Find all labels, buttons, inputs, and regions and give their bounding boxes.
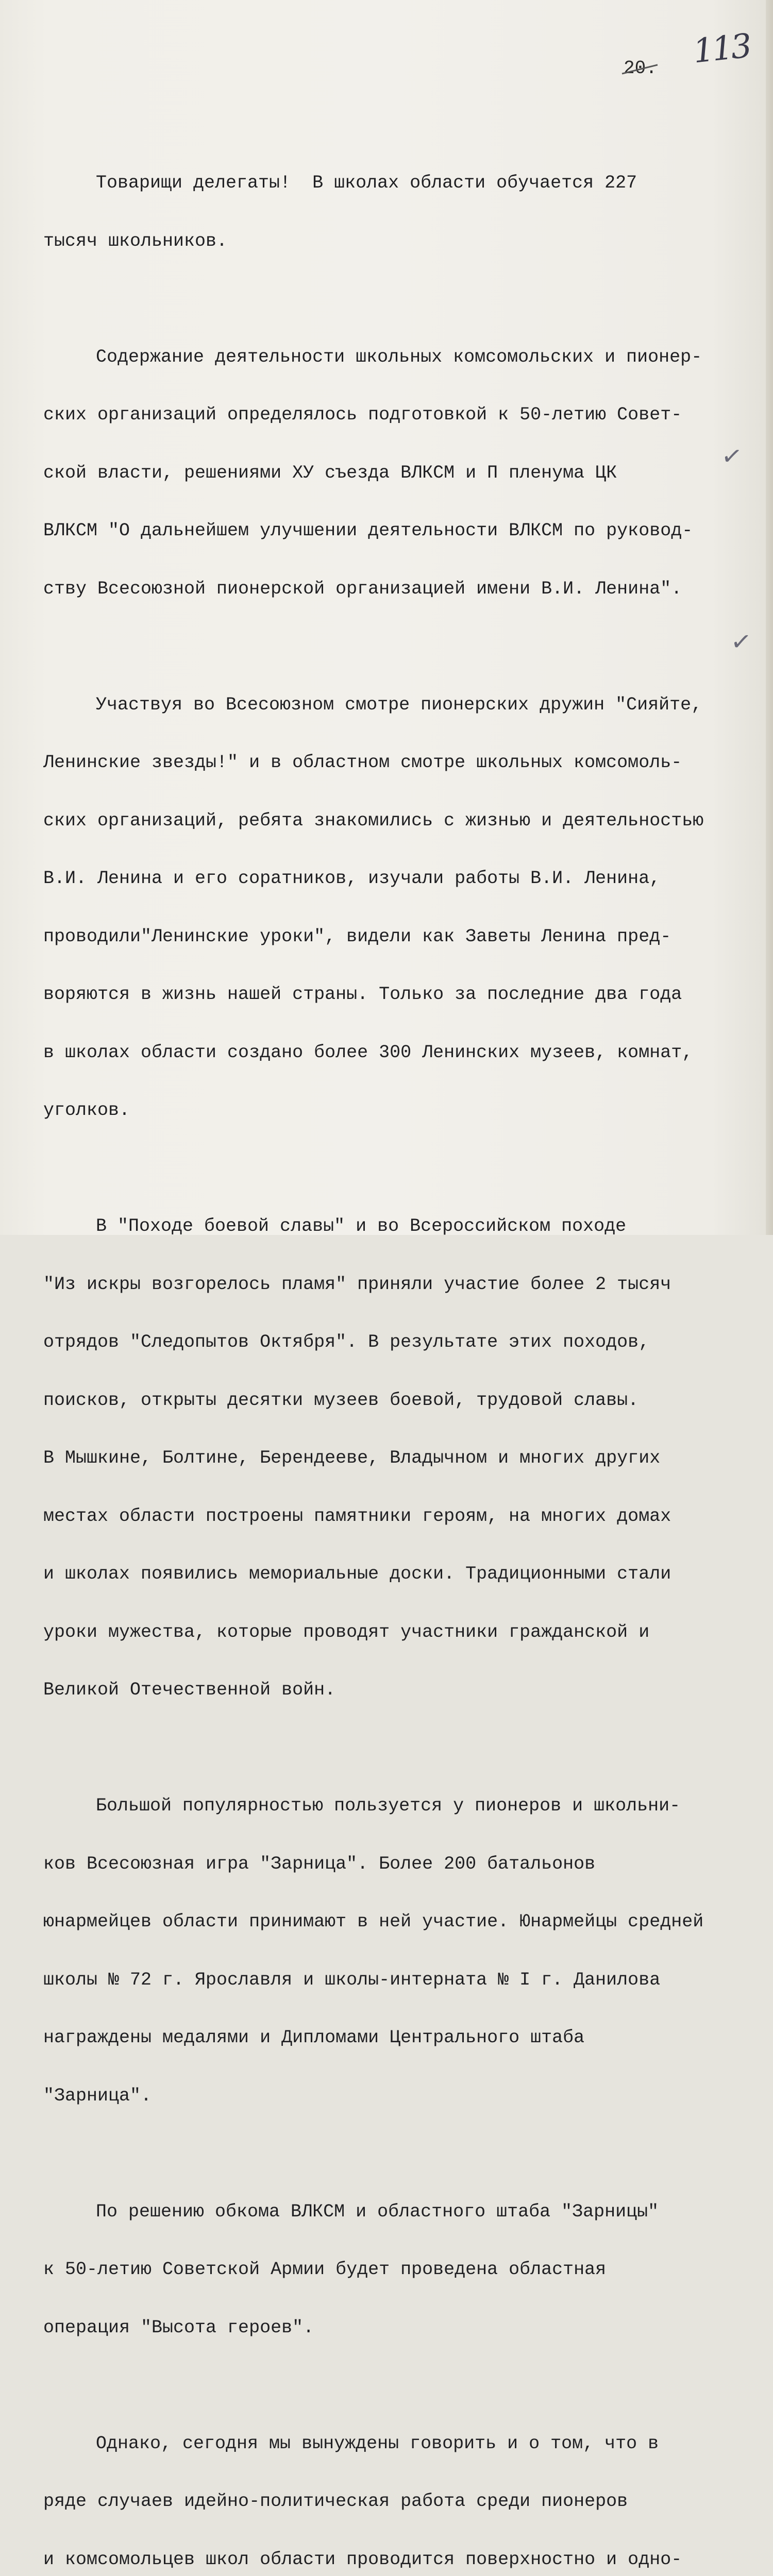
text-line: и школах появились мемориальные доски. Традиционными стали: [43, 1565, 765, 1584]
text-line: воряются в жизнь нашей страны. Только за последние два года: [43, 985, 765, 1005]
text-line: ВЛКСМ "О дальнейшем улучшении деятельности ВЛКСМ по руковод-: [43, 521, 765, 541]
text-line: уголков.: [43, 1101, 765, 1121]
text-line: и комсомольцев школ области проводится поверхностно и одно-: [43, 2550, 765, 2570]
page-number: 20.: [624, 58, 657, 79]
document-page: [0, 0, 773, 1235]
text-line: тысяч школьников.: [43, 232, 765, 251]
paragraph: [43, 2164, 765, 2377]
text-line: Участвуя во Всесоюзном смотре пионерских дружин "Сияйте,: [43, 696, 765, 715]
text-line: уроки мужества, которые проводят участники гражданской и: [43, 1623, 765, 1642]
paragraph: [43, 1178, 765, 1739]
text-line: награждены медалями и Дипломами Центрального штаба: [43, 2028, 765, 2048]
text-line: ков Всесоюзная игра "Зарница". Более 200 батальонов: [43, 1855, 765, 1874]
document-body: [43, 135, 765, 2576]
text-line: к 50-летию Советской Армии будет проведена областная: [43, 2260, 765, 2280]
paragraph: [43, 1758, 765, 2144]
text-line: Великой Отечественной войн.: [43, 1681, 765, 1700]
text-line: В Мышкине, Болтине, Берендееве, Владычном и многих других: [43, 1449, 765, 1468]
paragraph: [43, 657, 765, 1159]
text-line: ряде случаев идейно-политическая работа среди пионеров: [43, 2492, 765, 2512]
paragraph: [43, 2396, 765, 2576]
text-line: школы № 72 г. Ярославля и школы-интерната № I г. Данилова: [43, 1971, 765, 1990]
text-line: "Из искры возгорелось пламя" приняли участие более 2 тысяч: [43, 1275, 765, 1295]
text-line: в школах области создано более 300 Ленинских музеев, комнат,: [43, 1043, 765, 1063]
paragraph: [43, 135, 765, 290]
text-line: местах области построены памятники героям, на многих домах: [43, 1507, 765, 1527]
page-edge: [766, 0, 773, 1235]
text-line: Ленинские звезды!" и в областном смотре школьных комсомоль-: [43, 753, 765, 773]
text-line: Содержание деятельности школьных комсомольских и пионер-: [43, 348, 765, 367]
text-line: "Зарница".: [43, 2087, 765, 2106]
text-line: Однако, сегодня мы вынуждены говорить и о том, что в: [43, 2434, 765, 2454]
text-line: ских организаций, ребята знакомились с жизнью и деятельностью: [43, 811, 765, 831]
text-line: В.И. Ленина и его соратников, изучали работы В.И. Ленина,: [43, 869, 765, 889]
typed-page-number: [624, 58, 657, 79]
text-line: ских организаций определялось подготовкой к 50-летию Совет-: [43, 405, 765, 425]
text-line: Товарищи делегаты! В школах области обучается 227: [43, 174, 765, 193]
text-line: В "Походе боевой славы" и во Всероссийском походе: [43, 1217, 765, 1236]
check-mark-icon: ✓: [719, 440, 744, 472]
text-line: операция "Высота героев".: [43, 2318, 765, 2338]
text-line: юнармейцев области принимают в ней участие. Юнармейцы средней: [43, 1912, 765, 1932]
check-mark-icon: ✓: [729, 626, 753, 657]
text-line: ской власти, решениями ХУ съезда ВЛКСМ и П пленума ЦК: [43, 464, 765, 483]
text-line: ству Всесоюзной пионерской организацией имени В.И. Ленина".: [43, 580, 765, 599]
text-line: По решению обкома ВЛКСМ и областного штаба "Зарницы": [43, 2202, 765, 2222]
text-line: поисков, открыты десятки музеев боевой, трудовой славы.: [43, 1391, 765, 1411]
text-line: отрядов "Следопытов Октября". В результате этих походов,: [43, 1333, 765, 1352]
paragraph: [43, 309, 765, 638]
handwritten-folio-number: 113: [691, 27, 751, 71]
text-line: Большой популярностью пользуется у пионеров и школьни-: [43, 1797, 765, 1816]
text-line: проводили"Ленинские уроки", видели как Заветы Ленина пред-: [43, 927, 765, 947]
